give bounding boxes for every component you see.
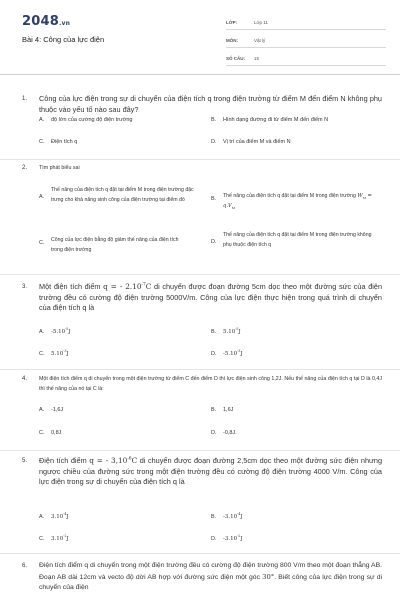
option-text: độ lớn của cường độ điện trường <box>51 117 133 123</box>
option-text: $-5.10^{-5}J$ <box>51 327 71 335</box>
option-label: C. <box>39 139 45 145</box>
meta-key: MÔN: <box>226 38 238 43</box>
question-text-after: di chuyển được đoạn đường 2,5cm dọc theo một đường sức điện nhưng ngược chiều của đường sức trong một điện trường đều có cường độ điện trường 4000 V/m. Công của lực điện trong sự di chuyển của điện tích q là <box>39 456 383 486</box>
option-text: -1,6J <box>51 407 64 413</box>
logo-main: 2048 <box>22 14 59 29</box>
option-label: C. <box>39 536 45 542</box>
option-text: Vị trí của điểm M và điểm N <box>223 139 291 145</box>
option-label: D. <box>211 139 217 145</box>
option-text: $5.10^{-3}J$ <box>51 349 69 357</box>
option-label: A. <box>39 514 45 520</box>
option-label: B. <box>211 117 217 123</box>
question-2 <box>22 165 382 270</box>
question-number: 5. <box>22 458 28 464</box>
option-label: A. <box>39 329 45 335</box>
option-text: Thế năng của điện tích q đặt tại điểm M trong điện trường đặc trưng cho khả năng sinh công của điện trường tại điểm đó <box>51 187 194 203</box>
question-text-after: . Biết công của lực điện trong sự di chuyển của điện <box>39 573 382 591</box>
option-text: -0,8J. <box>223 430 237 436</box>
option-label: A. <box>39 407 45 413</box>
option-text: Điện tích q <box>51 139 78 145</box>
question-divider <box>0 274 400 275</box>
question-text <box>39 456 382 488</box>
question-formula: 30° <box>262 572 275 581</box>
option-text: 0,8J <box>51 430 62 436</box>
question-number: 3. <box>22 284 28 290</box>
question-number: 2. <box>22 165 28 171</box>
option-text: Thế năng của điện tích q đặt tại điểm M trong điện trường $W_M = q.V_M$ <box>223 193 372 211</box>
question-number: 4. <box>22 376 28 382</box>
question-text: Tìm phát biểu sai <box>39 165 80 171</box>
option-label: D. <box>211 536 217 542</box>
option-label: A. <box>39 117 45 123</box>
meta-value: Vật lý <box>254 38 266 43</box>
question-text-before: Điện tích điểm <box>39 456 87 465</box>
logo-suffix: .vn <box>58 20 71 27</box>
question-divider <box>0 553 400 554</box>
question-divider <box>0 159 400 160</box>
header-divider <box>0 74 400 75</box>
meta-key: LỚP: <box>226 20 238 25</box>
question-formula: q = - $2.10^{-7}C$ <box>103 282 152 291</box>
option-d[interactable] <box>211 230 381 266</box>
question-1 <box>22 94 382 154</box>
question-4 <box>22 376 382 446</box>
option-b[interactable] <box>211 191 381 215</box>
question-text <box>39 561 382 594</box>
option-text: Thế năng của điện tích q đặt tại điểm M trong điện trường không phụ thuộc điện tích q <box>223 232 372 248</box>
option-label: A. <box>39 194 45 200</box>
question-number: 1. <box>22 96 28 102</box>
option-label: C. <box>39 351 45 357</box>
option-a[interactable] <box>39 185 205 221</box>
lesson-title: Bài 4: Công của lực điện <box>22 35 105 44</box>
meta-value: 15 <box>254 56 260 61</box>
option-label: B. <box>211 514 217 520</box>
option-text: $3.10^{-4}J$ <box>51 512 69 520</box>
question-number: 6. <box>22 563 28 569</box>
question-text-before: Điện tích điểm q di chuyển trong một điện trường đều có cường độ điện trường 800 V/m theo một đoạn thẳng AB. Đoạn AB dài 12cm và vecto độ dời AB hợp với đường sức điện một góc <box>39 562 382 581</box>
site-logo[interactable] <box>22 14 70 29</box>
question-6 <box>22 561 382 600</box>
meta-row-class <box>226 13 386 30</box>
option-label: C. <box>39 240 45 246</box>
meta-value: Lớp 11 <box>254 20 268 25</box>
option-label: D. <box>211 239 217 245</box>
meta-row-count <box>226 49 386 66</box>
option-text: Công của lực điện bằng độ giảm thế năng của điện tích trong điện trường <box>51 237 179 253</box>
option-text: $3.10^{-2}J$ <box>51 534 69 542</box>
option-c[interactable] <box>39 235 205 259</box>
question-divider <box>0 369 400 370</box>
option-text: $5.10^{-5}J$ <box>223 327 241 335</box>
option-label: D. <box>211 351 217 357</box>
option-label: B. <box>211 196 217 202</box>
option-label: D. <box>211 430 217 436</box>
option-label: B. <box>211 407 217 413</box>
question-5 <box>22 456 382 551</box>
page-header <box>0 0 400 72</box>
meta-info <box>226 13 386 67</box>
question-text: Một điện tích điểm q di chuyển trong một điện trường từ điểm C đến điểm D thì lực điện sinh công 1,2J. Nếu thế năng của điện tích q tại D là 0,4J thì thế năng của nó tại C là: <box>39 376 382 392</box>
question-3 <box>22 282 382 367</box>
option-text: 1,6J <box>223 407 234 413</box>
question-formula: q = - $3,10^{-6}C$ <box>89 456 138 465</box>
question-text <box>39 282 382 314</box>
option-text: $-5.10^{-3}J$ <box>223 349 243 357</box>
option-label: C. <box>39 430 45 436</box>
option-label: B. <box>211 329 217 335</box>
question-text-before: Một điện tích điểm <box>39 282 101 291</box>
question-divider <box>0 450 400 451</box>
option-text: Hình dạng đường đi từ điểm M đến điểm N <box>223 117 329 123</box>
question-text-after: di chuyển được đoạn đường 5cm dọc theo một đường sức của điện trường đều có cường độ điện trường 5000V/m. Công của lực điện thực hiện trong quá trình di chuyển của điện tích q là <box>39 282 382 312</box>
meta-key: SỐ CÂU: <box>226 56 245 61</box>
meta-row-subject <box>226 31 386 48</box>
option-text: $-3.10^{-2}J$ <box>223 534 243 542</box>
option-text: $-3.10^{-4}J$ <box>223 512 243 520</box>
question-text: Công của lực điện trong sự di chuyển của điện tích q trong điện trường từ điểm M đến điểm N không phụ thuộc vào yếu tố nào sau đây? <box>39 94 382 114</box>
